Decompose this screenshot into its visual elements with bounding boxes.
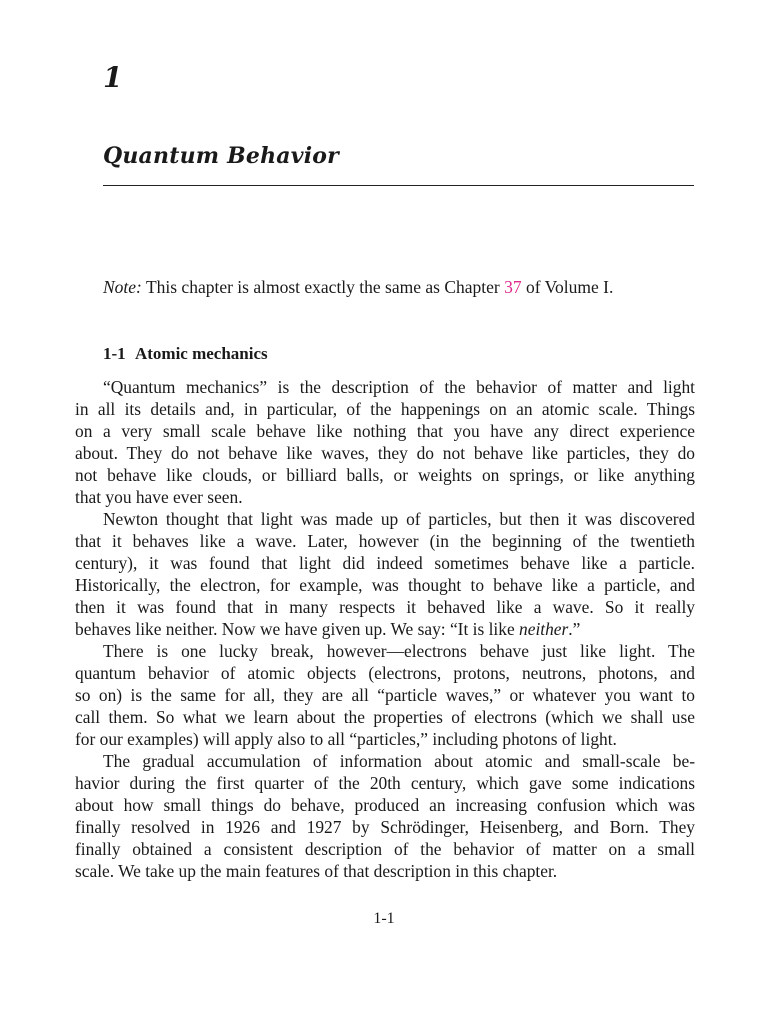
paragraph-line: finally resolved in 1926 and 1927 by Schrödinger, Heisenberg, and Born. They [75, 817, 695, 837]
paragraph-line: havior during the first quarter of the 20th century, which gave some indications [75, 773, 695, 793]
paragraph-line: scale. We take up the main features of that description in this chapter. [75, 861, 558, 881]
note-label: Note: [103, 277, 142, 297]
chapter-number: 1 [103, 61, 123, 94]
section-title: Atomic mechanics [134, 344, 268, 363]
section-heading [103, 342, 268, 366]
paragraph-line: on a very small scale behave like nothing that you have any direct experience [75, 421, 695, 441]
chapter-note [103, 275, 703, 299]
paragraph-line: The gradual accumulation of information about atomic and small-scale be- [103, 751, 695, 771]
paragraph-line: century), it was found that light did indeed sometimes behave like a particle. [75, 553, 695, 573]
paragraph-line: about. They do not behave like waves, they do not behave like particles, they do [75, 443, 695, 463]
note-text-before: This chapter is almost exactly the same as Chapter [141, 277, 505, 297]
paragraph-line: about how small things do behave, produced an increasing confusion which was [75, 795, 695, 815]
page-number: 1-1 [373, 910, 395, 927]
paragraph-line: call them. So what we learn about the properties of electrons (which we shall use [75, 707, 695, 727]
title-rule [103, 185, 694, 186]
chapter-reference-link[interactable]: 37 [504, 277, 522, 297]
paragraph-line: that it behaves like a wave. Later, however (in the beginning of the twentieth [75, 531, 695, 551]
paragraph-line: in all its details and, in particular, of the happenings on an atomic scale. Things [75, 399, 695, 419]
paragraph-line [75, 618, 695, 640]
paragraph-text: behaves like neither. Now we have given up. We say: “It is like [75, 619, 520, 639]
paragraph-line: then it was found that in many respects it behaved like a wave. So it really [75, 597, 695, 617]
emphasis-word: neither [519, 619, 569, 639]
body-text [75, 376, 695, 882]
paragraph-line: “Quantum mechanics” is the description of the behavior of matter and light [103, 377, 695, 397]
paragraph-line: for our examples) will apply also to all “particles,” including photons of light. [75, 729, 617, 749]
paragraph-line: so on) is the same for all, they are all “particle waves,” or whatever you want to [75, 685, 695, 705]
paragraph-line: not behave like clouds, or billiard balls, or weights on springs, or like anything [75, 465, 695, 485]
paragraph-line: Newton thought that light was made up of particles, but then it was discovered [103, 509, 695, 529]
paragraph-line: that you have ever seen. [75, 487, 243, 507]
chapter-title: Quantum Behavior [103, 143, 339, 169]
paragraph-text: .” [568, 619, 581, 639]
paragraph-line: finally obtained a consistent description of the behavior of matter on a small [75, 839, 695, 859]
paragraph-line: Historically, the electron, for example, was thought to behave like a particle, and [75, 575, 695, 595]
section-number: 1-1 [103, 344, 126, 363]
paragraph-line: There is one lucky break, however—electrons behave just like light. The [103, 641, 695, 661]
paragraph-line: quantum behavior of atomic objects (electrons, protons, neutrons, photons, and [75, 663, 695, 683]
note-text-after: of Volume I. [521, 277, 614, 297]
